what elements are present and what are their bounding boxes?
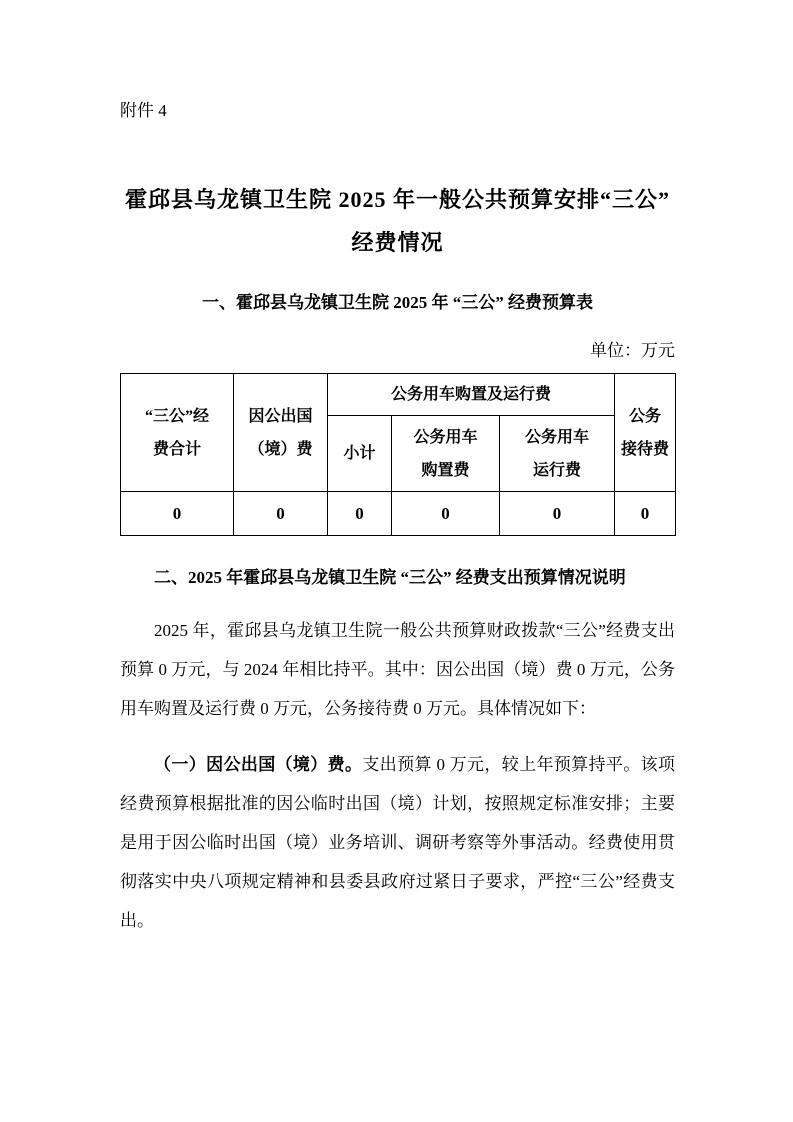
header-total-line2: 费合计 xyxy=(152,440,201,458)
header-purchase-line2: 购置费 xyxy=(421,461,470,479)
value-cell-operation: 0 xyxy=(500,492,615,536)
header-operation-line2: 运行费 xyxy=(532,461,581,479)
attachment-label: 附件 4 xyxy=(120,101,167,120)
para-abroad-expense-lead: （一）因公出国（境）费。 xyxy=(154,755,363,774)
header-abroad-line1: 因公出国 xyxy=(248,407,313,425)
header-cell-reception xyxy=(615,374,676,492)
header-reception-line2: 接待费 xyxy=(620,440,669,458)
header-reception-line1: 公务 xyxy=(628,407,661,425)
budget-table xyxy=(120,373,676,536)
header-cell-total xyxy=(121,374,234,492)
header-operation-line1: 公务用车 xyxy=(524,428,589,446)
section2-heading: 二、2025 年霍邱县乌龙镇卫生院 “三公” 经费支出预算情况说明 xyxy=(154,568,626,587)
value-cell-subtotal: 0 xyxy=(328,492,392,536)
unit-label: 单位：万元 xyxy=(590,341,675,360)
value-cell-reception: 0 xyxy=(615,492,676,536)
header-cell-purchase xyxy=(392,416,500,492)
header-cell-subtotal: 小计 xyxy=(328,416,392,492)
header-purchase-line1: 公务用车 xyxy=(413,428,478,446)
document-title xyxy=(120,178,675,264)
para-abroad-expense xyxy=(120,745,675,940)
table-data-row xyxy=(121,492,676,536)
value-cell-purchase: 0 xyxy=(392,492,500,536)
value-cell-total: 0 xyxy=(121,492,234,536)
header-cell-vehicle-group: 公务用车购置及运行费 xyxy=(328,374,615,416)
header-cell-operation xyxy=(500,416,615,492)
value-cell-abroad: 0 xyxy=(234,492,328,536)
section1-heading: 一、霍邱县乌龙镇卫生院 2025 年 “三公” 经费预算表 xyxy=(202,293,593,312)
table-header-row-1 xyxy=(121,374,676,416)
header-total-line1: “三公”经 xyxy=(144,407,209,425)
para-budget-overview: 2025 年，霍邱县乌龙镇卫生院一般公共预算财政拨款“三公”经费支出预算 0 万元，与 2024 年相比持平。其中：因公出国（境）费 0 万元，公务用车购置及运行费 0 万元，公务接待费 0 万元。具体情况如下： xyxy=(120,621,675,718)
para-abroad-expense-body: 支出预算 0 万元，较上年预算持平。该项经费预算根据批准的因公临时出国（境）计划，按照规定标准安排；主要是用于因公临时出国（境）业务培训、调研考察等外事活动。经费使用贯彻落实中央八项规定精神和县委县政府过紧日子要求，严控“三公”经费支出。 xyxy=(120,755,676,930)
header-cell-abroad xyxy=(234,374,328,492)
header-abroad-line2: （境）费 xyxy=(248,440,313,458)
document-title-line2: 经费情况 xyxy=(351,230,444,255)
document-title-line1: 霍邱县乌龙镇卫生院 2025 年一般公共预算安排“三公” xyxy=(124,187,670,212)
